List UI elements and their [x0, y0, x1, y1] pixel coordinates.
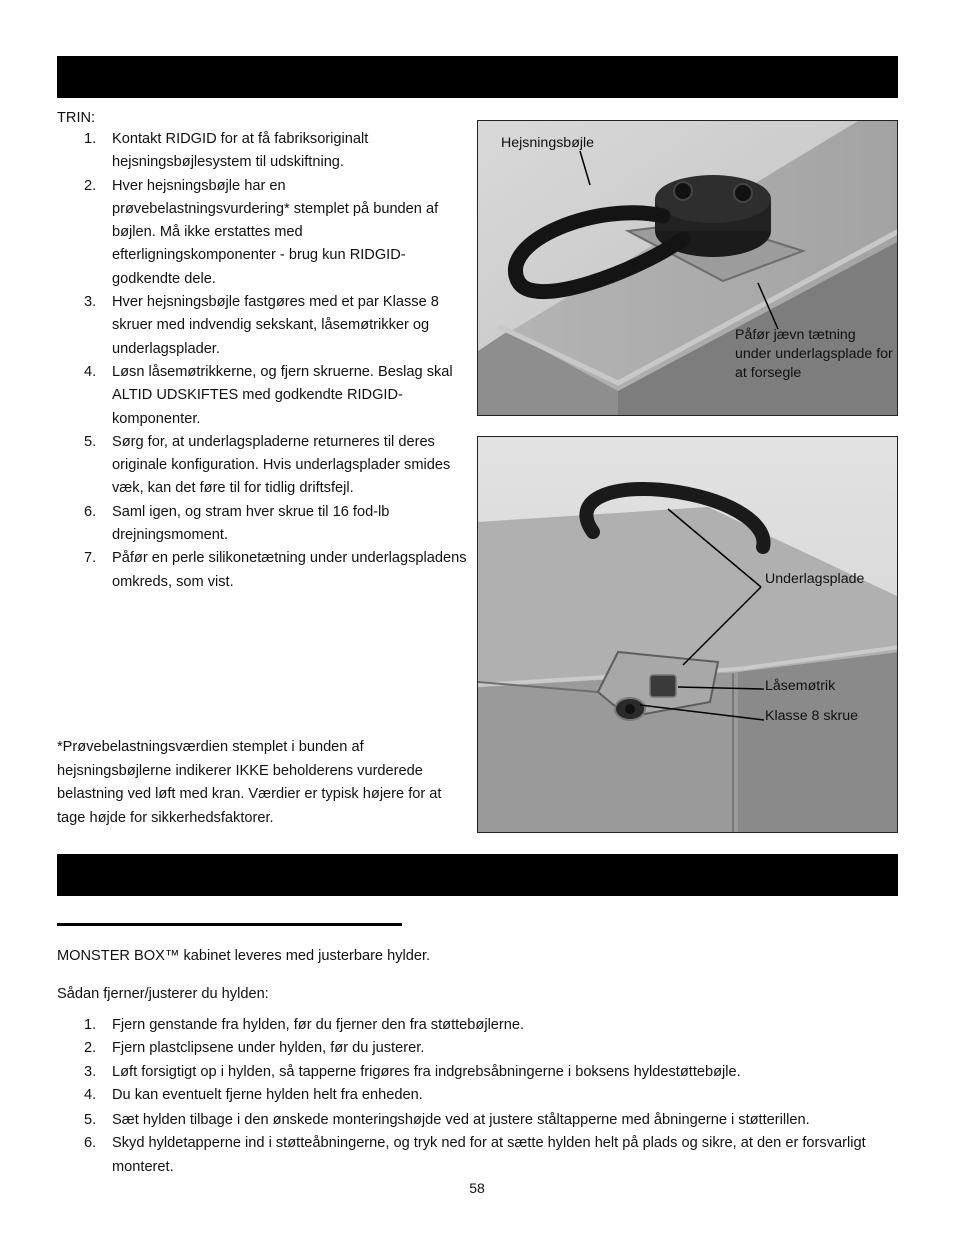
shim-photo — [477, 436, 898, 833]
footnote: *Prøvebelastningsværdien stemplet i bunden af hejsningsbøjlerne indikerer IKKE beholderens vurderede belastning ved løft med kran. Værdier er typisk højere for at tage højde for sikkerhedsfaktorer. — [57, 739, 442, 826]
lock-nut-label: Låsemøtrik — [765, 678, 836, 694]
shackle-photo — [477, 120, 898, 416]
shackle-label: Hejsningsbøjle — [501, 135, 595, 151]
seal-label: Påfør jævn tætning under underlagsplade for at forsegle — [735, 327, 893, 381]
underside-illustration — [478, 437, 898, 833]
list-item: 2. Hver hejsningsbøjle har en prøvebelastningsvurdering* stemplet på bunden af bøjlen. Må ikke erstattes med efterligningskomponenter - brug kun RIDGID-godkendte dele. — [84, 177, 439, 287]
list-item: 7. Påfør en perle silikonetætning under underlagspladens omkreds, som vist. — [84, 550, 467, 590]
subsection-rule — [57, 923, 402, 926]
shelf-intro: MONSTER BOX™ kabinet leveres med justerbare hylder. — [57, 948, 431, 964]
shelf-steps-list — [57, 1014, 898, 1179]
list-item: 3. Løft forsigtigt op i hylden, så tapperne frigøres fra indgrebsåbningerne i boksens hyldestøttebøjle. — [84, 1063, 741, 1080]
list-item: 6. Skyd hyldetapperne ind i støtteåbningerne, og tryk ned for at sætte hylden helt på plads og sikre, at den er forsvarligt monteret. — [84, 1135, 866, 1175]
section-header-bar — [57, 854, 898, 896]
shim-label: Underlagsplade — [765, 571, 865, 587]
screw-label: Klasse 8 skrue — [765, 708, 859, 724]
list-item: 1. Fjern genstande fra hylden, før du fjerner den fra støttebøjlerne. — [84, 1017, 525, 1033]
list-item: 5. Sæt hylden tilbage i den ønskede monteringshøjde ved at justere ståltapperne med åbningerne i støtterillen. — [84, 1112, 810, 1129]
list-item: 6. Saml igen, og stram hver skrue til 16 fod-lb drejningsmoment. — [84, 503, 390, 544]
list-item: 4. Løsn låsemøtrikkerne, og fjern skruerne. Beslag skal ALTID UDSKIFTES med godkendte RIDGID-komponenter. — [84, 363, 453, 427]
shelf-instructions-heading: Sådan fjerner/justerer du hylden: — [57, 986, 269, 1002]
list-item: 1. Kontakt RIDGID for at få fabriksoriginalt hejsningsbøjlesystem til udskiftning. — [84, 131, 369, 171]
page-number: 58 — [469, 1180, 485, 1196]
list-item: 5. Sørg for, at underlagspladerne returneres til deres originale konfiguration. Hvis underlagsplader smides væk, kan det føre til for tidlig driftsfejl. — [84, 433, 451, 497]
section-header-bar — [57, 56, 898, 98]
list-item: 4. Du kan eventuelt fjerne hylden helt fra enheden. — [84, 1086, 423, 1103]
replacement-steps-list — [57, 128, 467, 594]
list-item: 3. Hver hejsningsbøjle fastgøres med et par Klasse 8 skruer med indvendig sekskant, låsemøtrikker og underlagsplader. — [84, 294, 439, 357]
list-item: 2. Fjern plastclipsene under hylden, før du justerer. — [84, 1040, 425, 1057]
steps-heading: TRIN: — [57, 110, 96, 126]
